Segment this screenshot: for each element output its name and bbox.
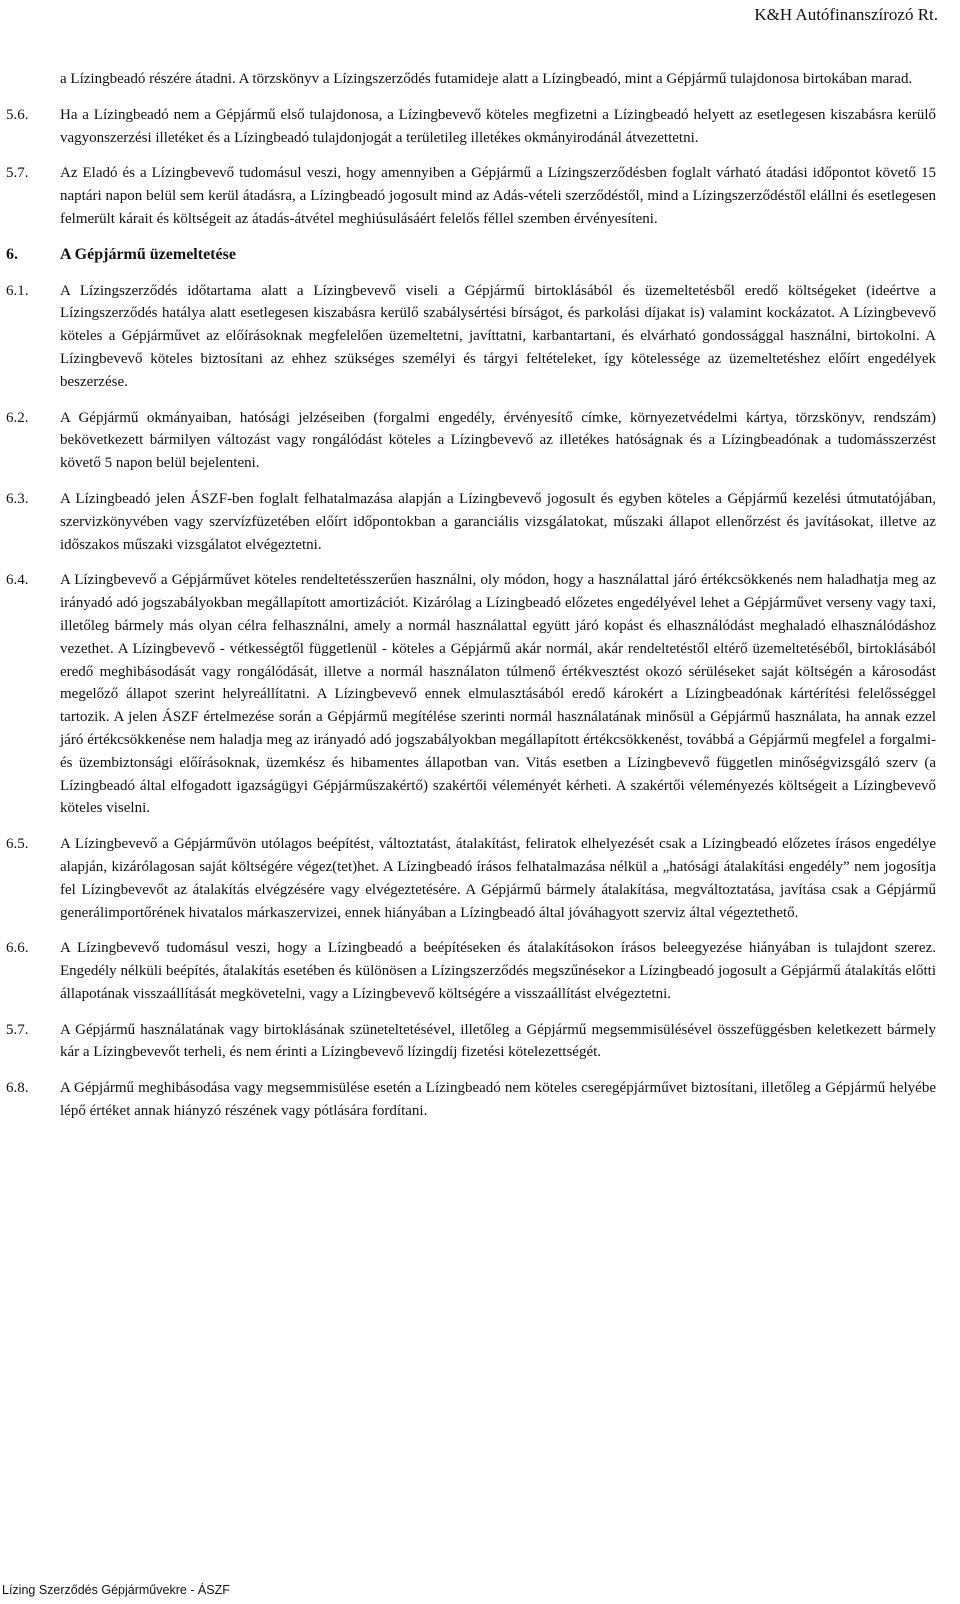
paragraph-number: 5.6. <box>6 106 29 123</box>
section-title: A Gépjármű üzemeltetése <box>60 245 236 263</box>
paragraph-number: 5.7. <box>6 165 29 182</box>
paragraph-text: Ha a Lízingbeadó nem a Gépjármű első tulajdonosa, a Lízingbevevő köteles megfizetni a Lízingbeadó helyett az esetlegesen kiszabásra kerülő vagyonszerzési illetéket és a Lízingbeadó tulajdonjogát a területileg illetékes okmányirodánál átvezettetni. <box>60 106 936 146</box>
page-header <box>754 4 938 26</box>
paragraph-text: A Gépjármű használatának vagy birtoklásának szüneteltetésével, illetőleg a Gépjármű megsemmisülésével összefüggésben keletkezett bármely kár a Lízingbevevőt terheli, és nem érinti a Lízingbevevő lízingdíj fizetési kötelezettségét. <box>60 1021 936 1061</box>
paragraph-number: 6.8. <box>6 1080 29 1097</box>
paragraph-text: A Lízingbevevő tudomásul veszi, hogy a Lízingbeadó a beépítéseken és átalakításokon írásos beleegyezése hiányában is tulajdont szerez. Engedély nélküli beépítés, átalakítás esetében és különösen a Lízingszerződés megszűnésekor a Lízingbeadó jogosult a Gépjármű átalakítás előtti állapotának visszaállítását megkövetelni, vagy a Lízingbevevő költségére a visszaállítást elvégeztetni. <box>60 940 936 1002</box>
paragraph-number: 6.2. <box>6 409 29 426</box>
paragraph-number: 5.7. <box>6 1021 29 1038</box>
document-body <box>6 68 936 1136</box>
paragraph-6-6 <box>6 937 936 1005</box>
paragraph-6-7 <box>6 1019 936 1065</box>
paragraph-text: A Gépjármű meghibásodása vagy megsemmisülése esetén a Lízingbeadó nem köteles cseregépjárművet biztosítani, illetőleg a Gépjármű helyébe lépő értéket annak hiányzó részének vagy pótlására fordítani. <box>60 1080 936 1120</box>
paragraph-text: A Lízingbevevő a Gépjárművet köteles rendeltetésszerűen használni, oly módon, hogy a használattal járó értékcsökkenés nem haladhatja meg az irányadó adó jogszabályokban megállapított amortizációt. Kizárólag a Lízingbeadó előzetes engedélyével lehet a Gépjárművet verseny vagy taxi, illetőleg bármely más olyan célra felhasználni, amely a normál használattal együtt járó kopást és elhasználódást meghaladó elhasználódáshoz vezethet. A Lízingbevevő - vétkességtől függetlenül - köteles a Gépjármű akár normál, akár rendeltetéstől eltérő üzemeltetéséből, birtoklásából eredő meghibásodását vagy rongálódását, illetve a normál használaton túlmenő értékvesztést okozó sérüléseket saját költségén a károsodást megelőző állapot szerint helyreállítatni. A Lízingbevevő ennek elmulasztásából eredő károkért a Lízingbeadónak kártérítési felelősséggel tartozik. A jelen ÁSZF értelmezése során a Gépjármű megítélése szerinti normál használatának minősül a Gépjármű használata, ha annak ezzel járó értékcsökkenése nem haladja meg az irányadó adó jogszabályokban megállapított értékcsökkenést, továbbá a Gépjármű megfelel a forgalmi- és üzembiztonsági előírásoknak, üzemkész és hibamentes állapotban van. Vitás esetben a Lízingbevevő független minőségvizsgáló szerv (a Lízingbeadó által elfogadott igazságügyi Gépjárműszakértő) szakértői véleményét kérheti. A szakértői véleményezés költségeit a Lízingbevevő köteles viselni. <box>60 572 936 817</box>
paragraph-text: A Lízingszerződés időtartama alatt a Lízingbevevő viseli a Gépjármű birtoklásából és üzemeltetésből eredő költségeket (ideértve a Lízingszerződés hatálya alatt esetlegesen kiszabásra kerülő szabálysértési bírságot, és parkolási díjakat is) valamint kockázatot. A Lízingbevevő köteles a Gépjárművet az előírásoknak megfelelően üzemeltetni, javíttatni, karbantartani, és elvárható gondossággal használni, birtokolni. A Lízingbevevő köteles biztosítani az ehhez szükséges személyi és tárgyi feltételeket, így kötelessége az üzemeltetéshez előírt engedélyek beszerzése. <box>60 282 936 390</box>
paragraph-5-7 <box>6 162 936 230</box>
paragraph-number: 6.4. <box>6 572 29 589</box>
paragraph-6-4 <box>6 569 936 820</box>
paragraph-6-8 <box>6 1077 936 1123</box>
footer-text: Lízing Szerződés Gépjárművekre - ÁSZF <box>2 1583 230 1597</box>
section-heading <box>6 244 936 267</box>
paragraph-number: 6.1. <box>6 282 29 299</box>
page-footer <box>2 1582 230 1598</box>
paragraph-6-2 <box>6 407 936 475</box>
paragraph-number: 6.6. <box>6 940 29 957</box>
company-name: K&H Autófinanszírozó Rt. <box>754 5 938 24</box>
paragraph-text: Az Eladó és a Lízingbevevő tudomásul veszi, hogy amennyiben a Gépjármű a Lízingszerződésben foglalt várható átadási időpontot követő 15 naptári napon belül sem kerül átadásra, a Lízingbeadó jogosult mind az Adás-vételi szerződéstől, mind a Lízingszerződéstől elállni és esetlegesen felmerült kárait és költségeit az átadás-átvétel meghiúsulásáért felelős féllel szemben érvényesíteni. <box>60 165 936 227</box>
paragraph-6-1 <box>6 280 936 394</box>
paragraph-text: A Gépjármű okmányaiban, hatósági jelzéseiben (forgalmi engedély, érvényesítő címke, környezetvédelmi kártya, törzskönyv, rendszám) bekövetkezett bármilyen változást vagy rongálódást köteles a Lízingbevevő az illetékes hatóságnak és a Lízingbeadónak a tudomásszerzést követő 5 napon belül bejelenteni. <box>60 409 936 472</box>
paragraph-text: A Lízingbevevő a Gépjárművön utólagos beépítést, változtatást, átalakítást, feliratok elhelyezését csak a Lízingbeadó előzetes írásos engedélye alapján, kizárólagosan saját költségére végez(tet)het. A Lízingbeadó írásos felhatalmazása nélkül a „hatósági átalakítási engedély” nem jogosítja fel Lízingbevevőt az átalakítás elvégzésére vagy elvégeztetésére. A Gépjármű bármely átalakítása, megváltoztatása, javítása csak a Gépjármű generálimportőrének hivatalos márkaszervizei, ennek hiányában a Lízingbeadó által jóváhagyott szerviz által végeztethető. <box>60 836 936 921</box>
paragraph-number: 6.5. <box>6 836 29 853</box>
paragraph-number: 6.3. <box>6 490 29 507</box>
paragraph-5-6 <box>6 104 936 150</box>
paragraph-6-3 <box>6 488 936 556</box>
continuation-paragraph <box>6 68 936 91</box>
section-number: 6. <box>6 245 18 263</box>
paragraph-6-5 <box>6 833 936 924</box>
paragraph-text: A Lízingbeadó jelen ÁSZF-ben foglalt felhatalmazása alapján a Lízingbevevő jogosult és egyben köteles a Gépjármű kezelési útmutatójában, szervizkönyvében vagy szervízfüzetében előírt időpontokban a garanciális vizsgálatokat, műszaki állapot ellenőrzést és javításokat, illetve az időszakos műszaki vizsgálatot elvégeztetni. <box>60 490 936 553</box>
paragraph-text: a Lízingbeadó részére átadni. A törzskönyv a Lízingszerződés futamideje alatt a Lízingbeadó, mint a Gépjármű tulajdonosa birtokában marad. <box>60 71 913 87</box>
